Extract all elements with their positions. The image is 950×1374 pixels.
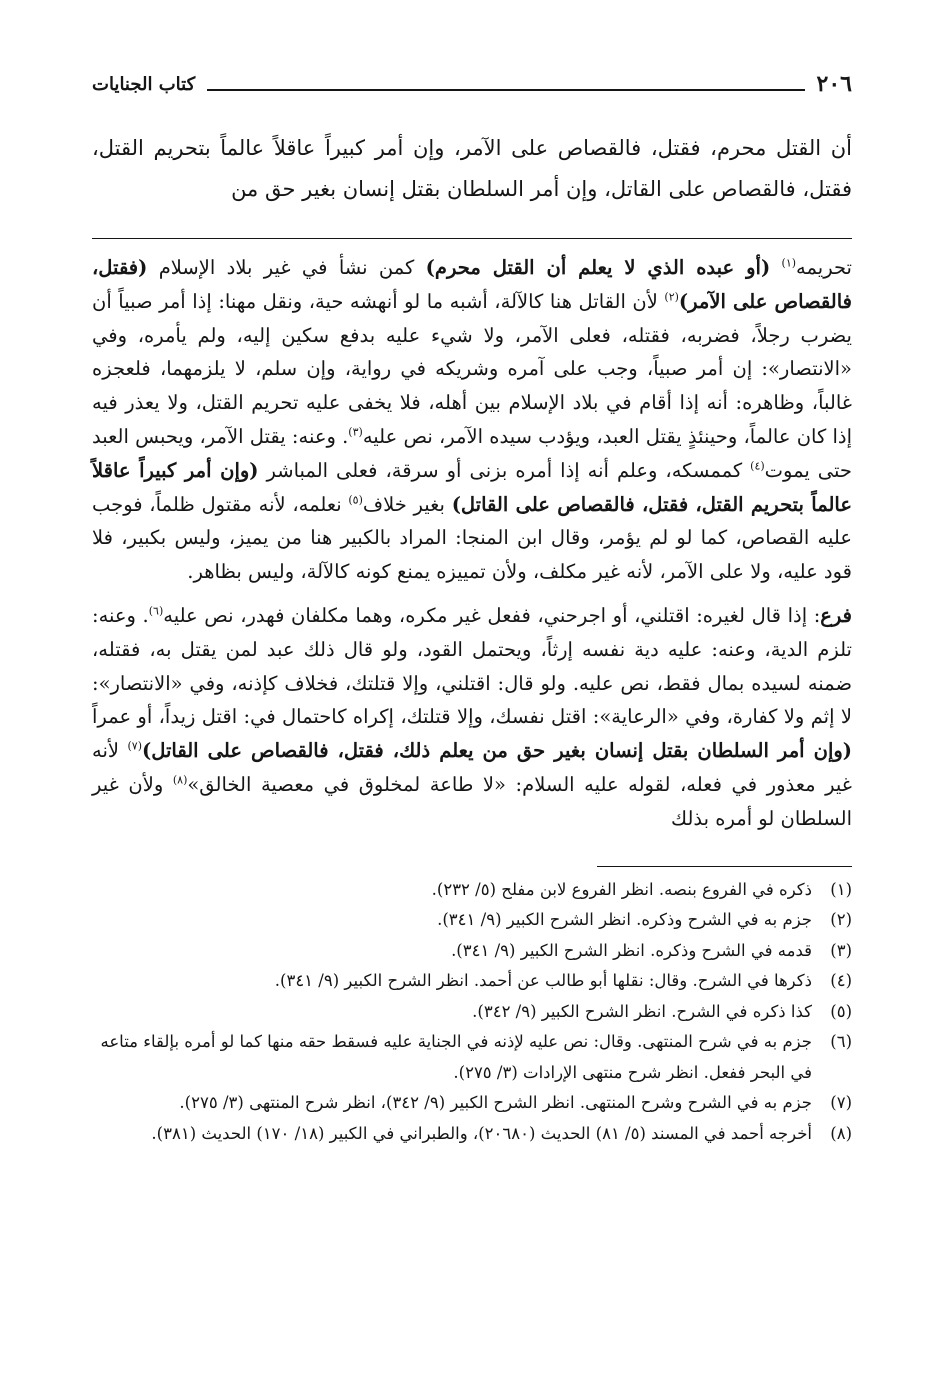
footnote [92,966,852,997]
bold-matn-quote: (وإن أمر كبيراً عاقلاً عالماً بتحريم القتل، فقتل، فالقصاص على القاتل) [92,458,852,516]
footnote-ref[interactable]: (٤) [750,459,765,473]
commentary [92,251,852,836]
footnote [92,905,852,936]
footnote-ref[interactable]: (٧) [127,739,142,753]
footnote-number: (٣) [830,940,852,960]
commentary-paragraph-2: فرع: إذا قال لغيره: اقتلني، أو اجرحني، ففعل غير مكره، وهما مكلفان فهدر، نص عليه$^{(٦)}$. وعنه: تلزم الدية، وعنه: عليه دية نفسه إرثاً، ويحتمل القود، ولو قال ذلك عبد لمن يقتل به، فقتله، ضمنه لسيده بمال فقط، نص عليه. ولو قال: اقتلني، وإلا قتلتك، فخلاف كإذنه، وفي «الانتصار»: لا إثم ولا كفارة، وفي «الرعاية»: اقتل نفسك، وإلا قتلتك، إكراه كاحتمال في: اقتل زيداً، أو عمراً (وإن أمر السلطان بقتل إنسان بغير حق من يعلم ذلك، فقتل، فالقصاص على القاتل)$^{(٧)}$ لأنه غير معذور في فعله، لقوله عليه السلام: «لا طاعة لمخلوق في معصية الخالق»$^{(٨)}$ ولأن غير السلطان لو أمره بذلك [92,603,853,830]
footnote-ref[interactable]: (٢) [664,290,679,304]
footnote-number: (٢) [830,910,852,930]
footnote-text: جزم به في شرح المنتهى. وقال: نص عليه لإذنه في الجناية عليه فسقط حقه منها كما لو أمره بإلقاء متاعه في البحر ففعل. انظر شرح منتهى الإرادات (٣/ ٢٧٥). [100,1032,812,1082]
footnote-ref[interactable]: (٥) [348,493,363,507]
header-rule [207,89,804,91]
footnote-ref[interactable]: (١) [781,256,797,270]
footnote-text: كذا ذكره في الشرح. انظر الشرح الكبير (٩/ ٣٤٢). [472,1001,812,1021]
matn-text: أن القتل محرم، فقتل، فالقصاص على الآمر، وإن أمر كبيراً عاقلاً عالماً بتحريم القتل، فقتل، فالقصاص على القاتل، وإن أمر السلطان بقتل إنسان بغير حق من [92,136,852,201]
footnote-number: (١) [830,879,852,899]
footnote-text: ذكره في الفروع بنصه. انظر الفروع لابن مفلح (٥/ ٢٣٢). [431,879,812,899]
footnote-text: جزم به في الشرح وشرح المنتهى. انظر الشرح الكبير (٩/ ٣٤٢)، انظر شرح المنتهى (٣/ ٢٧٥). [179,1093,812,1113]
bold-matn-quote: (أو عبده الذي لا يعلم أن القتل محرم) [425,256,771,279]
book-title: كتاب الجنايات [92,73,196,95]
footnotes-separator [597,866,852,867]
running-header [92,66,852,102]
footnote-text: قدمه في الشرح وذكره. انظر الشرح الكبير (٩/ ٣٤١). [451,940,812,960]
footnote [92,1088,852,1119]
bold-matn-quote: (وإن أمر السلطان بقتل إنسان بغير حق من يعلم ذلك، فقتل، فالقصاص على القاتل) [142,739,853,763]
book-page [92,66,852,1149]
footnote-number: (٨) [830,1123,852,1143]
footnote-ref[interactable]: (٨) [172,773,188,787]
footnote-text: أخرجه أحمد في المسند (٥/ ٨١) الحديث (٢٠٦٨٠)، والطبراني في الكبير (١٨/ ١٧٠) الحديث (٣٨١). [151,1123,812,1143]
footnote [92,875,852,906]
footnote-ref[interactable]: (٦) [148,604,164,618]
bold-matn-quote: (فقتل، فالقصاص على الآمر) [92,256,852,313]
footnotes [92,875,852,1150]
footnote [92,997,852,1028]
footnote-number: (٦) [830,1032,852,1052]
footnote [92,1119,852,1150]
matn-separator [92,238,852,239]
footnote [92,936,852,967]
page-number: ٢٠٦ [816,71,852,97]
footnote-number: (٥) [830,1001,852,1021]
footnote-number: (٤) [830,971,852,991]
footnote-ref[interactable]: (٣) [348,425,363,439]
footnote-text: ذكرها في الشرح. وقال: نقلها أبو طالب عن أحمد. انظر الشرح الكبير (٩/ ٣٤١). [274,971,812,991]
subsection-label: فرع [820,603,852,627]
footnote-number: (٧) [830,1093,852,1113]
footnote [92,1027,852,1088]
footnote-text: جزم به في الشرح وذكره. انظر الشرح الكبير (٩/ ٣٤١). [437,910,812,930]
commentary-paragraph-1: تحريمه$^{(١)}$ (أو عبده الذي لا يعلم أن القتل محرم) كمن نشأ في غير بلاد الإسلام (فقتل، فالقصاص على الآمر)$^{(٢)}$ لأن القاتل هنا كالآلة، أشبه ما لو أنهشه حية، ونقل مهنا: إذا أمر صبياً أن يضرب رجلاً، فضربه، فقتله، فعلى الآمر، ولا شيء عليه بدفع سكين إليه، ولم يأمره، وفي «الانتصار»: إن أمر صبياً، وجب على آمره وشريكه في رواية، وإن سلم، لا يلزمهما، فلعجزه غالباً، وظاهره: أنه إذا أقام في بلاد الإسلام بين أهله، فلا يخفى عليه تحريم القتل، ولا يعذر فيه إذا كان عالماً، وحينئذٍ يقتل العبد، ويؤدب سيده الآمر، نص عليه$^{(٣)}$. وعنه: يقتل الآمر، ويحبس العبد حتى يموت$^{(٤)}$ كممسكه، وعلم أنه إذا أمره بزنى أو سرقة، فعلى المباشر (وإن أمر كبيراً عاقلاً عالماً بتحريم القتل، فقتل، فالقصاص على القاتل) بغير خلاف$^{(٥)}$ نعلمه، لأنه مقتول ظلماً، فوجب عليه القصاص، كما لو لم يؤمر، وقال ابن المنجا: المراد بالكبير هنا من يميز، وليس بكبير، فلا قود عليه، ولا على الآمر، لأنه غير مكلف، ولأن تمييزه يمنع كونه كالآلة، وليس بظاهر. [92,256,852,584]
